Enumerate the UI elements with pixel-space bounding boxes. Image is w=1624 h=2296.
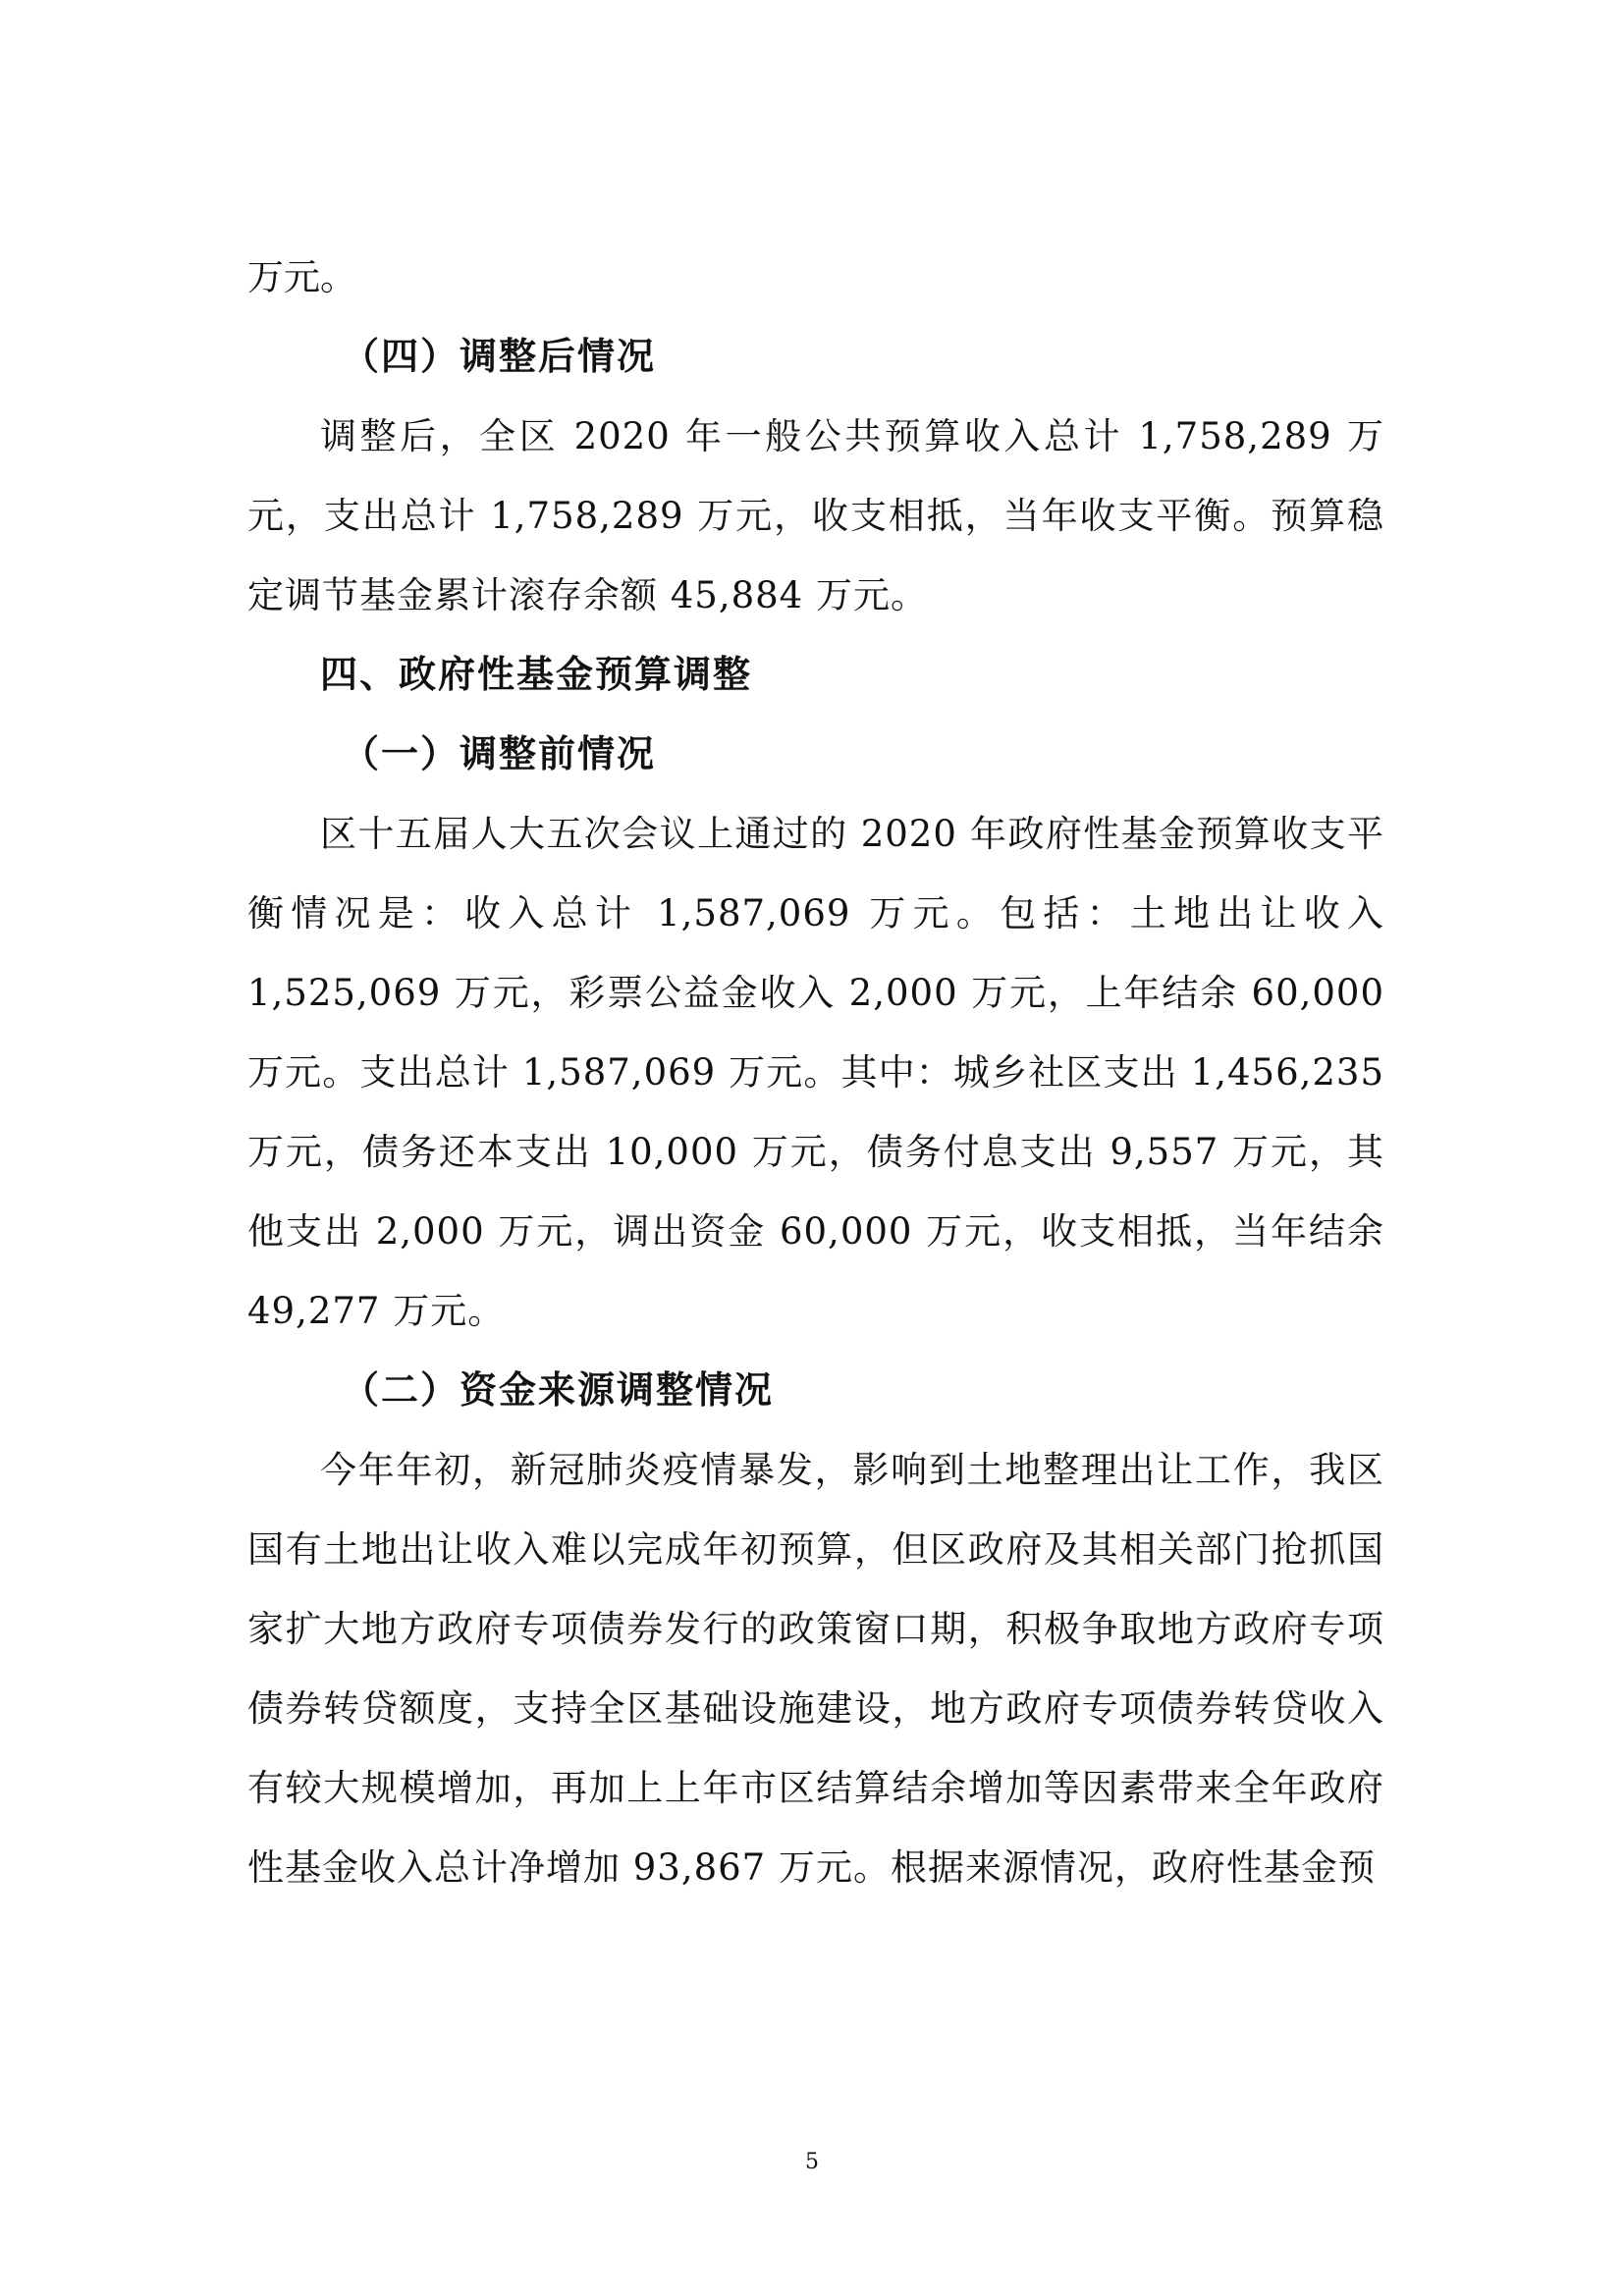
document-body	[247, 238, 1384, 1907]
section-heading-after-adjustment: （四）调整后情况	[342, 335, 657, 378]
paragraph-fund-source-adjustment: 今年年初，新冠肺炎疫情暴发，影响到土地整理出让工作，我区国有土地出让收入难以完成年初预算，但区政府及其相关部门抢抓国家扩大地方政府专项债券发行的政策窗口期，积极争取地方政府专项债券转贷额度，支持全区基础设施建设，地方政府专项债券转贷收入有较大规模增加，再加上上年市区结算结余增加等因素带来全年政府性基金收入总计净增加 93,867 万元。根据来源情况，政府性基金预	[247, 1449, 1384, 1889]
paragraph-after-adjustment: 调整后，全区 2020 年一般公共预算收入总计 1,758,289 万元，支出总计 1,758,289 万元，收支相抵，当年收支平衡。预算稳定调节基金累计滚存余额 45,884 万元。	[247, 415, 1384, 616]
chapter-heading-government-fund-budget: 四、政府性基金预算调整	[320, 653, 753, 696]
paragraph-before-adjustment: 区十五届人大五次会议上通过的 2020 年政府性基金预算收支平衡情况是：收入总计 1,587,069 万元。包括：土地出让收入 1,525,069 万元，彩票公益金收入 2,000 万元，上年结余 60,000 万元。支出总计 1,587,069 万元。其中：城乡社区支出 1,456,235 万元，债务还本支出 10,000 万元，债务付息支出 9,557 万元，其他支出 2,000 万元，调出资金 60,000 万元，收支相抵，当年结余 49,277 万元。	[247, 813, 1384, 1332]
continued-text-fragment: 万元。	[247, 256, 356, 298]
section-heading-fund-source-adjustment: （二）资金来源调整情况	[342, 1368, 775, 1412]
page-number: 5	[805, 2150, 819, 2174]
section-heading-before-adjustment: （一）调整前情况	[342, 732, 657, 775]
